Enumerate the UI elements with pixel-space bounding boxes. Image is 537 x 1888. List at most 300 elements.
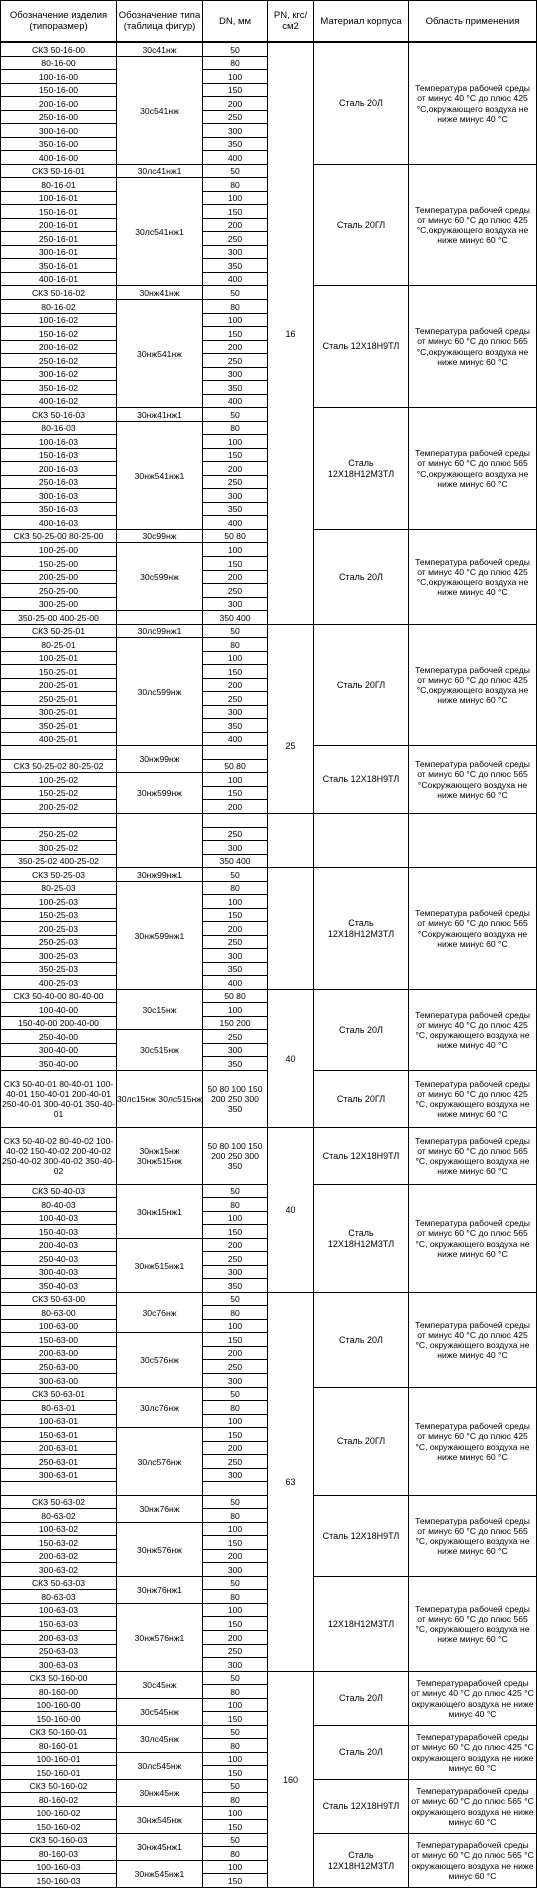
designation-cell: 150-16-00 xyxy=(0,83,117,97)
dn-cell: 300 xyxy=(202,597,268,611)
designation-cell: 350-16-00 xyxy=(0,137,117,151)
designation-cell: СКЗ 50-63-00 xyxy=(0,1292,117,1306)
type-cell: 30с599нж xyxy=(116,542,203,611)
designation-cell: 350-25-02 400-25-02 xyxy=(0,854,117,868)
designation-cell: СКЗ 50-25-01 xyxy=(0,624,117,638)
designation-cell: СКЗ 50-25-00 80-25-00 xyxy=(0,529,117,543)
dn-cell: 50 xyxy=(202,624,268,638)
type-cell: 30нж15нж 30нж515нж xyxy=(116,1127,203,1185)
designation-cell: 200-25-01 xyxy=(0,678,117,692)
designation-cell: 200-40-03 xyxy=(0,1238,117,1252)
dn-cell: 150 xyxy=(202,908,268,922)
designation-cell: 300-16-02 xyxy=(0,367,117,381)
dn-cell: 300 xyxy=(202,1657,268,1672)
designation-cell: 150-40-03 xyxy=(0,1224,117,1239)
designation-cell: 100-160-03 xyxy=(0,1860,117,1874)
designation-cell: 150-160-01 xyxy=(0,1765,117,1780)
designation-cell: 300-63-02 xyxy=(0,1562,117,1577)
material-cell: Сталь 20ГЛ xyxy=(313,1387,409,1496)
dn-cell: 50 xyxy=(202,1779,268,1793)
dn-cell: 80 xyxy=(202,1508,268,1523)
dn-cell: 250 xyxy=(202,1644,268,1658)
material-cell: Сталь 12Х18Н12М3ТЛ xyxy=(313,1833,409,1888)
designation-cell: 200-25-02 xyxy=(0,799,117,814)
dn-cell: 150 xyxy=(202,1224,268,1239)
designation-cell: СКЗ 50-16-02 xyxy=(0,285,117,300)
designation-cell: 250-40-00 xyxy=(0,1029,117,1044)
designation-cell: 350-25-03 xyxy=(0,962,117,976)
dn-cell: 100 xyxy=(202,1806,268,1820)
designation-cell: СКЗ 50-160-02 xyxy=(0,1779,117,1793)
designation-cell: 100-16-01 xyxy=(0,191,117,205)
dn-cell: 400 xyxy=(202,272,268,286)
application-area-cell: Температурарабочей среды от минус 60 °С до плюс 425 °С окружающего воздуха не ниже минус 60 °С xyxy=(408,1725,537,1780)
designation-cell: 200-63-00 xyxy=(0,1346,117,1360)
dn-cell: 50 xyxy=(202,407,268,422)
designation-cell: 250-16-03 xyxy=(0,475,117,489)
dn-cell: 150 xyxy=(202,1616,268,1631)
application-area-cell: Температура рабочей среды от минус 40 °С до плюс 425 °С,окружающего воздуха не ниже минус 40 °С xyxy=(408,529,537,625)
designation-cell: 250-63-01 xyxy=(0,1454,117,1469)
application-area-cell: Температурарабочей среды от минус 40 °С до плюс 425 °С окружающего воздуха не ниже минус 40 °С xyxy=(408,1671,537,1726)
pn-cell: 40 xyxy=(267,989,314,1128)
designation-cell: 250-25-03 xyxy=(0,935,117,949)
dn-cell: 150 xyxy=(202,556,268,571)
dn-cell: 100 xyxy=(202,1002,268,1017)
designation-cell: 300-40-00 xyxy=(0,1043,117,1057)
designation-cell: 80-160-03 xyxy=(0,1846,117,1861)
type-cell: 30с576нж xyxy=(116,1332,203,1388)
dn-cell: 200 xyxy=(202,1238,268,1252)
type-cell: 30нж15нж1 xyxy=(116,1184,203,1239)
designation-cell: 250-40-03 xyxy=(0,1251,117,1266)
application-area-cell: Температура рабочей среды от минус 60 °С до плюс 565 °Сокружающего воздуха не ниже минус 60 °С xyxy=(408,867,537,990)
designation-cell: 100-40-00 xyxy=(0,1002,117,1017)
type-cell: 30с515нж xyxy=(116,1029,203,1071)
dn-cell: 300 xyxy=(202,1468,268,1482)
material-cell: Сталь 12Х18Н12М3ТЛ xyxy=(313,407,409,530)
dn-cell: 150 xyxy=(202,786,268,800)
header-type: Обозначение типа (таблица фигур) xyxy=(116,0,203,42)
designation-cell: 150-25-02 xyxy=(0,786,117,800)
designation-cell: 80-16-03 xyxy=(0,421,117,435)
dn-cell: 400 xyxy=(202,150,268,165)
dn-cell: 80 xyxy=(202,1792,268,1807)
type-cell: 30нж76нж1 xyxy=(116,1576,203,1604)
dn-cell: 100 xyxy=(202,894,268,909)
type-cell: 30нж541нж xyxy=(116,299,203,408)
dn-cell: 400 xyxy=(202,394,268,408)
material-cell: Сталь 12Х18Н9ТЛ xyxy=(313,1127,409,1185)
dn-cell: 50 xyxy=(202,1576,268,1590)
dn-cell: 80 xyxy=(202,56,268,70)
dn-cell: 350 400 xyxy=(202,854,268,868)
type-cell: 30лс76нж xyxy=(116,1387,203,1428)
application-area-cell: Температура рабочей среды от минус 60 °С до плюс 425 °С, окружающего воздуха не ниже минус 60 °С xyxy=(408,1387,537,1496)
designation-cell: 100-63-02 xyxy=(0,1522,117,1536)
dn-cell: 350 xyxy=(202,380,268,395)
dn-cell: 100 xyxy=(202,1752,268,1766)
designation-cell: 150-25-03 xyxy=(0,908,117,922)
designation-cell: 200-25-00 xyxy=(0,570,117,584)
designation-cell: СКЗ 50-16-00 xyxy=(0,42,117,57)
designation-cell: СКЗ 50-16-03 xyxy=(0,407,117,422)
dn-cell: 300 xyxy=(202,245,268,259)
material-cell: Сталь 20Л xyxy=(313,529,409,625)
dn-cell: 200 xyxy=(202,461,268,476)
designation-cell: 150-16-02 xyxy=(0,326,117,341)
application-area-cell: Температура рабочей среды от минус 60 °С до плюс 565 °С,окружающего воздуха не ниже минус 60 °С xyxy=(408,407,537,530)
designation-cell: 350-25-01 xyxy=(0,718,117,733)
dn-cell: 250 xyxy=(202,231,268,246)
dn-cell: 80 xyxy=(202,177,268,192)
dn-cell: 80 xyxy=(202,1197,268,1212)
type-cell: 30нж45нж1 xyxy=(116,1833,203,1861)
dn-cell: 150 xyxy=(202,448,268,462)
type-cell: 30с99нж xyxy=(116,529,203,543)
dn-cell: 80 xyxy=(202,1738,268,1753)
dn-cell: 200 xyxy=(202,678,268,692)
application-area-cell: Температурарабочей среды от минус 60 °С до плюс 565 °С окружающего воздуха не ниже минус 60 °С xyxy=(408,1833,537,1888)
designation-cell: 80-160-02 xyxy=(0,1792,117,1807)
material-cell: Сталь 20Л xyxy=(313,1671,409,1726)
type-cell: 30с45нж xyxy=(116,1671,203,1699)
designation-cell: 100-25-03 xyxy=(0,894,117,909)
dn-cell: 350 xyxy=(202,502,268,516)
designation-cell xyxy=(0,1481,117,1496)
dn-cell: 80 xyxy=(202,1305,268,1320)
application-area-cell: Температура рабочей среды от минус 40 °С до плюс 425 °С, окружающего воздуха не ниже минус 40 °С xyxy=(408,989,537,1071)
application-area-cell: Температура рабочей среды от минус 40 °С до плюс 425 °С,окружающего воздуха не ниже минус 40 °С xyxy=(408,42,537,165)
designation-cell: 350-40-00 xyxy=(0,1056,117,1071)
designation-cell: 100-40-03 xyxy=(0,1211,117,1225)
dn-cell: 300 xyxy=(202,488,268,503)
type-cell: 30лс541нж1 xyxy=(116,177,203,286)
dn-cell: 100 xyxy=(202,69,268,84)
type-cell: 30лс41нж1 xyxy=(116,164,203,178)
application-area-cell: Температура рабочей среды от минус 60 °С до плюс 565 °С, окружающего воздуха не ниже минус 60 °С xyxy=(408,1184,537,1293)
designation-cell: 250-25-02 xyxy=(0,827,117,841)
dn-cell: 200 xyxy=(202,218,268,232)
dn-cell: 150 xyxy=(202,1427,268,1442)
designation-cell: СКЗ 50-40-01 80-40-01 100-40-01 150-40-01 200-40-01 250-40-01 300-40-01 350-40-01 xyxy=(0,1070,117,1128)
dn-cell: 50 xyxy=(202,867,268,882)
designation-cell: 150-63-01 xyxy=(0,1427,117,1442)
material-cell: Сталь 12Х18Н9ТЛ xyxy=(313,745,409,814)
dn-cell: 300 xyxy=(202,1373,268,1388)
dn-cell: 300 xyxy=(202,840,268,855)
designation-cell: 300-16-03 xyxy=(0,488,117,503)
material-cell: Сталь 20Л xyxy=(313,1725,409,1780)
dn-cell: 150 xyxy=(202,83,268,97)
designation-cell: 80-40-03 xyxy=(0,1197,117,1212)
dn-cell xyxy=(202,1481,268,1496)
type-cell: 30лс545нж xyxy=(116,1752,203,1780)
dn-cell: 300 xyxy=(202,948,268,963)
type-cell: 30нж515нж1 xyxy=(116,1238,203,1293)
dn-cell: 250 xyxy=(202,475,268,489)
dn-cell: 400 xyxy=(202,975,268,990)
dn-cell: 250 xyxy=(202,1454,268,1469)
application-area-cell: Температура рабочей среды от минус 40 °С до плюс 425 °С, окружающего воздуха не ниже минус 40 °С xyxy=(408,1292,537,1388)
designation-cell: 80-160-01 xyxy=(0,1738,117,1753)
dn-cell: 250 xyxy=(202,1251,268,1266)
dn-cell: 50 xyxy=(202,1292,268,1306)
designation-cell: 250-63-03 xyxy=(0,1644,117,1658)
designation-cell: 350-16-02 xyxy=(0,380,117,395)
dn-cell: 350 xyxy=(202,962,268,976)
dn-cell: 50 xyxy=(202,42,268,57)
designation-cell: 150-160-00 xyxy=(0,1711,117,1726)
material-cell: Сталь 12Х18Н9ТЛ xyxy=(313,1779,409,1834)
designation-cell: 150-63-02 xyxy=(0,1535,117,1550)
dn-cell: 50 80 100 150 200 250 300 350 xyxy=(202,1127,268,1185)
material-cell xyxy=(313,813,409,868)
material-cell: Сталь 20Л xyxy=(313,1292,409,1388)
dn-cell: 100 xyxy=(202,772,268,787)
type-cell: 30нж545нж1 xyxy=(116,1860,203,1888)
designation-cell: 250-63-00 xyxy=(0,1359,117,1374)
dn-cell: 200 xyxy=(202,1441,268,1455)
type-cell: 30лс15нж 30лс515нж xyxy=(116,1070,203,1128)
designation-cell: 100-16-02 xyxy=(0,313,117,327)
dn-cell: 400 xyxy=(202,515,268,530)
designation-cell: 300-25-03 xyxy=(0,948,117,963)
designation-cell: 300-40-03 xyxy=(0,1265,117,1279)
dn-cell: 100 xyxy=(202,1414,268,1428)
designation-cell: 80-25-03 xyxy=(0,881,117,895)
dn-cell: 350 xyxy=(202,1278,268,1293)
application-area-cell: Температура рабочей среды от минус 60 °С до плюс 425 °С, окружающего воздуха не ниже минус 60 °С xyxy=(408,1070,537,1128)
designation-cell: 100-16-03 xyxy=(0,434,117,449)
designation-cell: 80-16-02 xyxy=(0,299,117,314)
dn-cell: 150 xyxy=(202,664,268,679)
dn-cell: 50 xyxy=(202,1387,268,1401)
header-material: Материал корпуса xyxy=(313,0,409,42)
designation-cell: 150-25-01 xyxy=(0,664,117,679)
designation-cell: 300-63-01 xyxy=(0,1468,117,1482)
material-cell: Сталь 12Х18Н12М3ТЛ xyxy=(313,1184,409,1293)
type-cell: 30с76нж xyxy=(116,1292,203,1333)
dn-cell: 250 xyxy=(202,353,268,368)
designation-cell: 80-160-00 xyxy=(0,1684,117,1699)
dn-cell: 100 xyxy=(202,1603,268,1617)
dn-cell: 250 xyxy=(202,583,268,598)
designation-cell xyxy=(0,813,117,828)
dn-cell: 250 xyxy=(202,935,268,949)
application-area-cell: Температура рабочей среды от минус 60 °С до плюс 565 °С, окружающего воздуха не ниже минус 60 °С xyxy=(408,1495,537,1577)
dn-cell: 100 xyxy=(202,1211,268,1225)
designation-cell: 100-25-01 xyxy=(0,651,117,665)
header-dn: DN, мм xyxy=(202,0,268,42)
designation-cell: СКЗ 50-40-03 xyxy=(0,1184,117,1198)
designation-cell xyxy=(0,745,117,760)
pn-cell: 16 xyxy=(267,42,314,625)
designation-cell: СКЗ 50-160-00 xyxy=(0,1671,117,1685)
type-cell: 30нж599нж xyxy=(116,772,203,814)
designation-cell: 100-63-03 xyxy=(0,1603,117,1617)
type-cell: 30нж541нж1 xyxy=(116,421,203,530)
dn-cell: 250 xyxy=(202,827,268,841)
designation-cell: 300-63-00 xyxy=(0,1373,117,1388)
header-area: Область применения xyxy=(408,0,537,42)
designation-cell: 300-25-02 xyxy=(0,840,117,855)
dn-cell: 300 xyxy=(202,705,268,719)
table-header xyxy=(0,0,537,42)
material-cell: 12Х18Н12М3ТЛ xyxy=(313,1576,409,1672)
type-cell: 30нж576нж1 xyxy=(116,1603,203,1672)
type-cell: 30нж99нж xyxy=(116,745,203,773)
designation-cell: 300-25-01 xyxy=(0,705,117,719)
dn-cell: 200 xyxy=(202,921,268,936)
dn-cell: 100 xyxy=(202,1860,268,1874)
dn-cell: 50 xyxy=(202,1671,268,1685)
dn-cell: 200 xyxy=(202,340,268,354)
dn-cell: 150 xyxy=(202,1819,268,1834)
pn-cell: 25 xyxy=(267,624,314,868)
dn-cell: 300 xyxy=(202,1265,268,1279)
dn-cell: 100 xyxy=(202,651,268,665)
dn-cell: 100 xyxy=(202,1319,268,1333)
dn-cell: 200 xyxy=(202,799,268,814)
application-area-cell: Температура рабочей среды от минус 60 °С до плюс 565 °С,окружающего воздуха не ниже минус 60 °С xyxy=(408,285,537,408)
designation-cell: 300-25-00 xyxy=(0,597,117,611)
designation-cell: 350-40-03 xyxy=(0,1278,117,1293)
dn-cell: 50 80 100 150 200 250 300 350 xyxy=(202,1070,268,1128)
designation-cell: 350-25-00 400-25-00 xyxy=(0,610,117,625)
type-cell: 30нж599нж1 xyxy=(116,881,203,990)
dn-cell: 300 xyxy=(202,123,268,138)
designation-cell: 200-16-01 xyxy=(0,218,117,232)
pn-cell: 40 xyxy=(267,1127,314,1293)
designation-cell: 100-16-00 xyxy=(0,69,117,84)
designation-cell: 400-16-00 xyxy=(0,150,117,165)
dn-cell: 80 xyxy=(202,1400,268,1415)
designation-cell: 150-16-03 xyxy=(0,448,117,462)
dn-cell: 100 xyxy=(202,542,268,557)
dn-cell: 350 xyxy=(202,137,268,151)
dn-cell: 200 xyxy=(202,96,268,111)
designation-cell: 150-25-00 xyxy=(0,556,117,571)
designation-cell: 100-160-00 xyxy=(0,1698,117,1712)
material-cell: Сталь 20ГЛ xyxy=(313,624,409,746)
designation-cell: СКЗ 50-63-01 xyxy=(0,1387,117,1401)
designation-cell: 80-63-01 xyxy=(0,1400,117,1415)
designation-cell: 200-25-03 xyxy=(0,921,117,936)
dn-cell: 150 xyxy=(202,1711,268,1726)
material-cell: Сталь 12Х18Н9ТЛ xyxy=(313,285,409,408)
designation-cell: 350-16-01 xyxy=(0,258,117,273)
type-cell: 30с541нж xyxy=(116,56,203,165)
type-cell: 30нж99нж1 xyxy=(116,867,203,882)
dn-cell: 200 xyxy=(202,570,268,584)
designation-cell: 400-16-01 xyxy=(0,272,117,286)
designation-cell: 300-63-03 xyxy=(0,1657,117,1672)
dn-cell: 100 xyxy=(202,191,268,205)
material-cell: Сталь 12Х18Н9ТЛ xyxy=(313,1495,409,1577)
designation-cell: 250-25-00 xyxy=(0,583,117,598)
designation-cell: СКЗ 50-40-02 80-40-02 100-40-02 150-40-02 200-40-02 250-40-02 300-40-02 350-40-02 xyxy=(0,1127,117,1185)
material-cell: Сталь 20ГЛ xyxy=(313,164,409,286)
dn-cell: 250 xyxy=(202,110,268,124)
dn-cell: 300 xyxy=(202,1043,268,1057)
type-cell: 30лс576нж xyxy=(116,1427,203,1496)
designation-cell: СКЗ 50-16-01 xyxy=(0,164,117,178)
designation-cell: 150-63-00 xyxy=(0,1332,117,1347)
material-cell: Сталь 12Х18Н12М3ТЛ xyxy=(313,867,409,990)
dn-cell: 200 xyxy=(202,1549,268,1563)
dn-cell: 80 xyxy=(202,881,268,895)
designation-cell: 100-63-00 xyxy=(0,1319,117,1333)
dn-cell: 50 xyxy=(202,1184,268,1198)
material-cell: Сталь 20ГЛ xyxy=(313,1070,409,1128)
application-area-cell: Температура рабочей среды от минус 60 °С до плюс 425 °С,окружающего воздуха не ниже минус 60 °С xyxy=(408,164,537,286)
designation-cell: 80-63-02 xyxy=(0,1508,117,1523)
designation-cell: 80-16-01 xyxy=(0,177,117,192)
designation-cell: СКЗ 50-25-02 80-25-02 xyxy=(0,759,117,773)
designation-cell: 400-25-01 xyxy=(0,732,117,746)
designation-cell: 150-63-03 xyxy=(0,1616,117,1631)
dn-cell: 150 xyxy=(202,1535,268,1550)
dn-cell: 200 xyxy=(202,1346,268,1360)
designation-cell: 250-16-02 xyxy=(0,353,117,368)
dn-cell: 50 xyxy=(202,1725,268,1739)
type-cell: 30с15нж xyxy=(116,989,203,1030)
dn-cell: 100 xyxy=(202,1698,268,1712)
designation-cell: 200-63-01 xyxy=(0,1441,117,1455)
pn-cell: 160 xyxy=(267,1671,314,1888)
application-area-cell xyxy=(408,813,537,868)
designation-cell: 300-16-00 xyxy=(0,123,117,138)
application-area-cell: Температурарабочей среды от минус 60 °С до плюс 565 °С окружающего воздуха не ниже минус 60 °С xyxy=(408,1779,537,1834)
dn-cell: 400 xyxy=(202,732,268,746)
dn-cell: 350 xyxy=(202,718,268,733)
dn-cell: 80 xyxy=(202,1846,268,1861)
application-area-cell: Температура рабочей среды от минус 60 °С до плюс 565 °С, окружающего воздуха не ниже минус 60 °С xyxy=(408,1576,537,1672)
material-cell: Сталь 20Л xyxy=(313,989,409,1071)
dn-cell: 150 xyxy=(202,326,268,341)
designation-cell: 150-16-01 xyxy=(0,204,117,219)
dn-cell: 150 xyxy=(202,204,268,219)
dn-cell: 80 xyxy=(202,637,268,652)
dn-cell: 150 200 xyxy=(202,1016,268,1030)
type-cell: 30нж41нж1 xyxy=(116,407,203,422)
dn-cell: 50 xyxy=(202,285,268,300)
designation-cell: 250-16-01 xyxy=(0,231,117,246)
dn-cell: 80 xyxy=(202,1589,268,1604)
designation-cell: 400-16-03 xyxy=(0,515,117,530)
designation-cell: СКЗ 50-160-03 xyxy=(0,1833,117,1847)
type-cell: 30нж545нж xyxy=(116,1806,203,1834)
pn-cell xyxy=(267,813,314,990)
dn-cell: 100 xyxy=(202,313,268,327)
dn-cell: 50 80 xyxy=(202,989,268,1003)
dn-cell: 350 400 xyxy=(202,610,268,625)
application-area-cell: Температура рабочей среды от минус 60 °С до плюс 425 °С,окружающего воздуха не ниже минус 60 °С xyxy=(408,624,537,746)
designation-cell: СКЗ 50-25-03 xyxy=(0,867,117,882)
designation-cell: СКЗ 50-40-00 80-40-00 xyxy=(0,989,117,1003)
designation-cell: 200-16-02 xyxy=(0,340,117,354)
material-cell: Сталь 20Л xyxy=(313,42,409,165)
dn-cell: 350 xyxy=(202,258,268,273)
designation-cell: 200-16-00 xyxy=(0,96,117,111)
designation-cell: 80-63-03 xyxy=(0,1589,117,1604)
designation-cell: 250-25-01 xyxy=(0,691,117,706)
application-area-cell: Температура рабочей среды от минус 60 °С до плюс 565 °Сокружающего воздуха не ниже минус 60 °С xyxy=(408,745,537,814)
designation-cell: СКЗ 50-63-03 xyxy=(0,1576,117,1590)
designation-cell: 300-16-01 xyxy=(0,245,117,259)
dn-cell: 80 xyxy=(202,299,268,314)
